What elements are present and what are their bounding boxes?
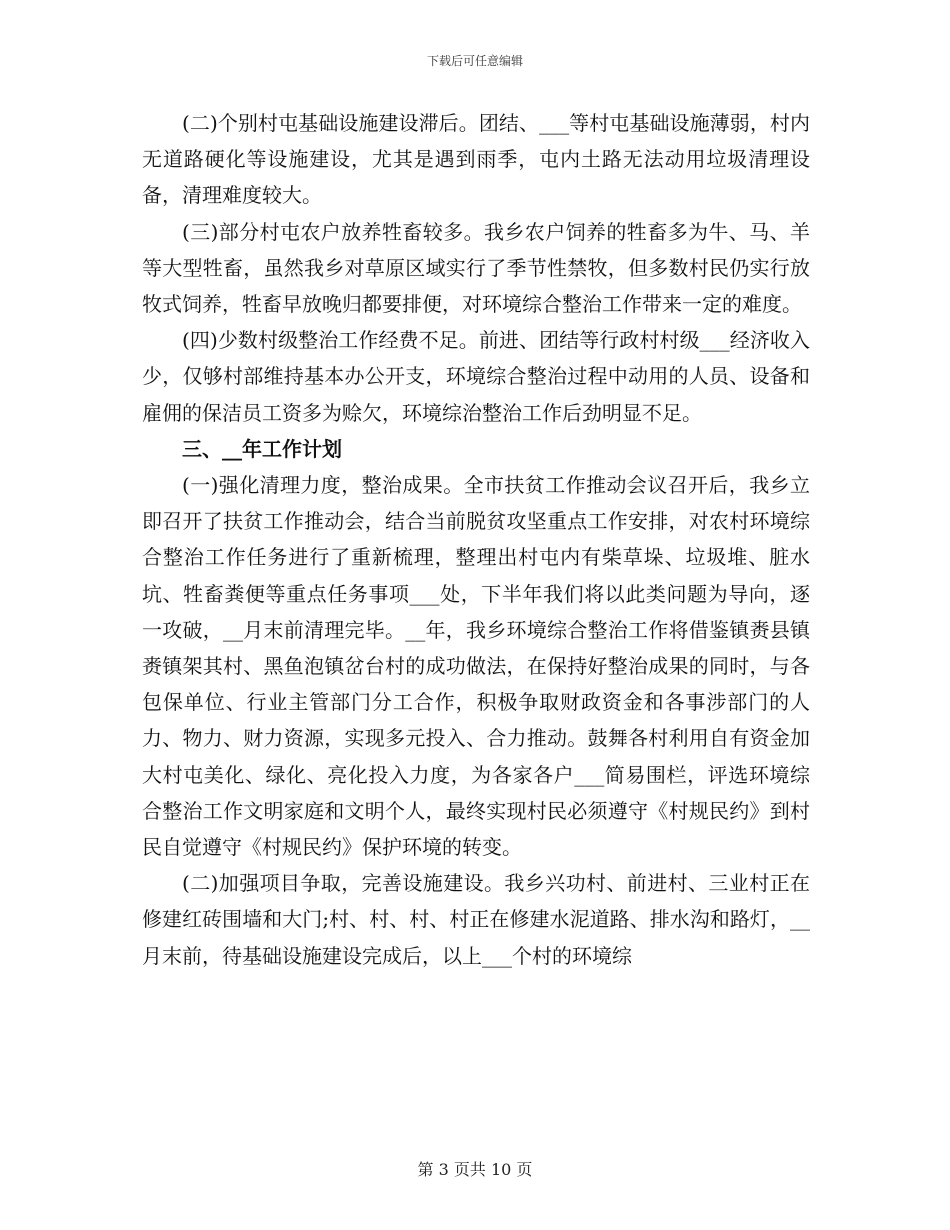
page-footer: 第 3 页共 10 页 <box>417 1160 533 1179</box>
document-body <box>142 105 810 974</box>
page-header: 下载后可任意编辑 <box>426 54 523 68</box>
paragraph-issue-3: (三)部分村屯农户放养牲畜较多。我乡农户饲养的牲畜多为牛、马、羊等大型牲畜，虽然我乡对草原区域实行了季节性禁牧，但多数村民仍实行放牧式饲养，牲畜早放晚归都要排便，对环境综合整治工作带来一定的难度。 <box>142 219 810 317</box>
paragraph-plan-2: (二)加强项目争取，完善设施建设。我乡兴功村、前进村、三业村正在修建红砖围墙和大门;村、村、村、村正在修建水泥道路、排水沟和路灯，__月末前，待基础设施建设完成后，以上___个村的环境综 <box>142 871 810 968</box>
paragraph-issue-4: (四)少数村级整治工作经费不足。前进、团结等行政村村级___经济收入少，仅够村部维持基本办公开支，环境综合整治过程中动用的人员、设备和雇佣的保洁员工资多为赊欠，环境综治整治工作后劲明显不足。 <box>142 328 810 425</box>
paragraph-plan-1: (一)强化清理力度，整治成果。全市扶贫工作推动会议召开后，我乡立即召开了扶贫工作推动会，结合当前脱贫攻坚重点工作安排，对农村环境综合整治工作任务进行了重新梳理，整理出村屯内有柴草垛、垃圾堆、脏水坑、牲畜粪便等重点任务事项___处，下半年我们将以此类问题为导向，逐一攻破，__月末前清理完毕。__年，我乡环境综合整治工作将借鉴镇赉县镇赉镇架其村、黑鱼泡镇岔台村的成功做法，在保持好整治成果的同时，与各包保单位、行业主管部门分工合作，积极争取财政资金和各事涉部门的人力、物力、财力资源，实现多元投入、合力推动。鼓舞各村利用自有资金加大村屯美化、绿化、亮化投入力度，为各家各户___简易围栏，评选环境综合整治工作文明家庭和文明个人，最终实现村民必须遵守《村规民约》到村民自觉遵守《村规民约》保护环境的转变。 <box>142 473 810 860</box>
section-heading: 三、__年工作计划 <box>182 436 342 461</box>
paragraph-issue-2: (二)个别村屯基础设施建设滞后。团结、___等村屯基础设施薄弱，村内无道路硬化等设施建设，尤其是遇到雨季，屯内土路无法动用垃圾清理设备，清理难度较大。 <box>142 111 810 208</box>
